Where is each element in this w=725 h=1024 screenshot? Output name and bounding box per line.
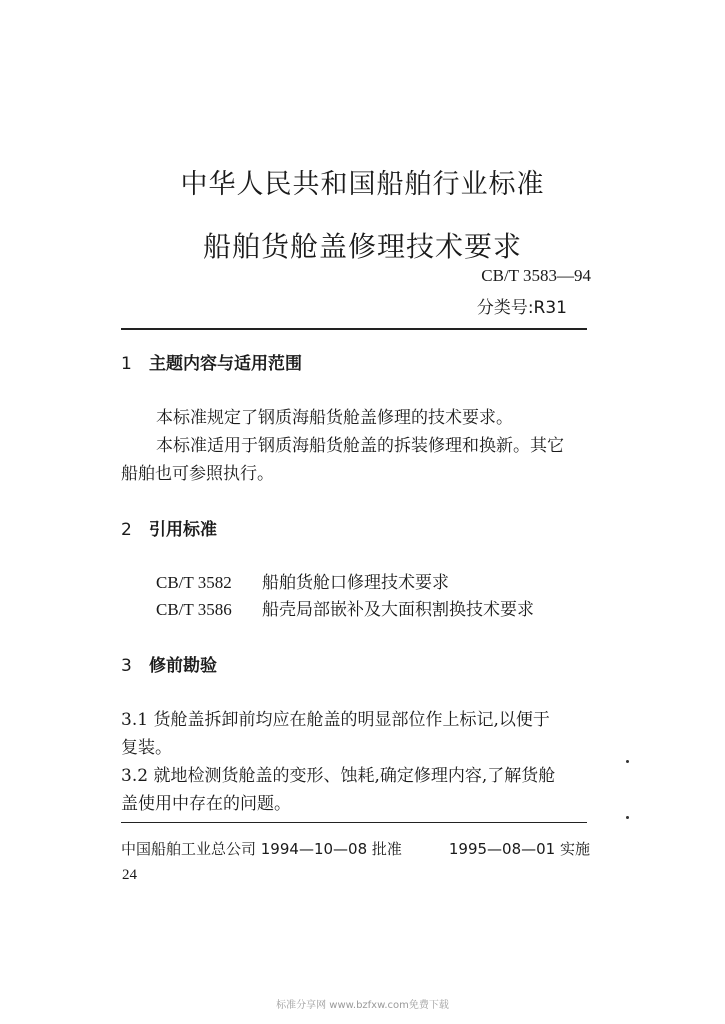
scan-speck bbox=[626, 760, 629, 763]
reference-code: CB/T 3586 bbox=[156, 600, 232, 619]
section-3-line-3: 3.2 就地检测货舱盖的变形、蚀耗,确定修理内容,了解货舱 bbox=[121, 766, 556, 786]
section-3-line-4: 盖使用中存在的问题。 bbox=[121, 794, 291, 814]
page-number: 24 bbox=[122, 867, 137, 883]
footer-divider bbox=[121, 822, 587, 823]
scan-speck bbox=[626, 816, 629, 819]
section-1-line-1: 本标准规定了钢质海船货舱盖修理的技术要求。 bbox=[156, 408, 513, 428]
section-3-line-2: 复装。 bbox=[121, 738, 172, 758]
document-title: 船舶货舱盖修理技术要求 bbox=[202, 230, 522, 263]
implementation-date: 1995—08—01 实施 bbox=[448, 840, 590, 858]
section-1-heading bbox=[121, 349, 302, 374]
classification-code: 分类号:R31 bbox=[476, 298, 567, 318]
reference-code: CB/T 3582 bbox=[156, 573, 232, 592]
section-2-heading bbox=[121, 515, 217, 540]
section-3-title: 修前勘验 bbox=[149, 656, 217, 676]
reference-row bbox=[156, 595, 534, 620]
section-3-number: 3 bbox=[121, 656, 132, 676]
approval-note: 中国船舶工业总公司 1994—10—08 批准 bbox=[121, 840, 402, 858]
header-divider bbox=[121, 328, 587, 330]
section-1-line-2: 本标准适用于钢质海船货舱盖的拆装修理和换新。其它 bbox=[156, 436, 564, 456]
section-1-number: 1 bbox=[121, 354, 132, 374]
section-2-title: 引用标准 bbox=[149, 520, 217, 540]
section-3-line-1: 3.1 货舱盖拆卸前均应在舱盖的明显部位作上标记,以便于 bbox=[121, 710, 550, 730]
section-1-title: 主题内容与适用范围 bbox=[149, 354, 302, 374]
section-1-line-3: 船舶也可参照执行。 bbox=[121, 464, 274, 484]
reference-title: 船壳局部嵌补及大面积割换技术要求 bbox=[262, 600, 534, 620]
org-title: 中华人民共和国船舶行业标准 bbox=[180, 169, 545, 200]
reference-title: 船舶货舱口修理技术要求 bbox=[262, 573, 449, 593]
section-3-heading bbox=[121, 651, 217, 676]
standard-code: CB/T 3583—94 bbox=[481, 266, 591, 285]
section-2-number: 2 bbox=[121, 520, 132, 540]
reference-row bbox=[156, 568, 449, 593]
watermark: 标准分享网 www.bzfxw.com免费下载 bbox=[276, 1000, 449, 1011]
